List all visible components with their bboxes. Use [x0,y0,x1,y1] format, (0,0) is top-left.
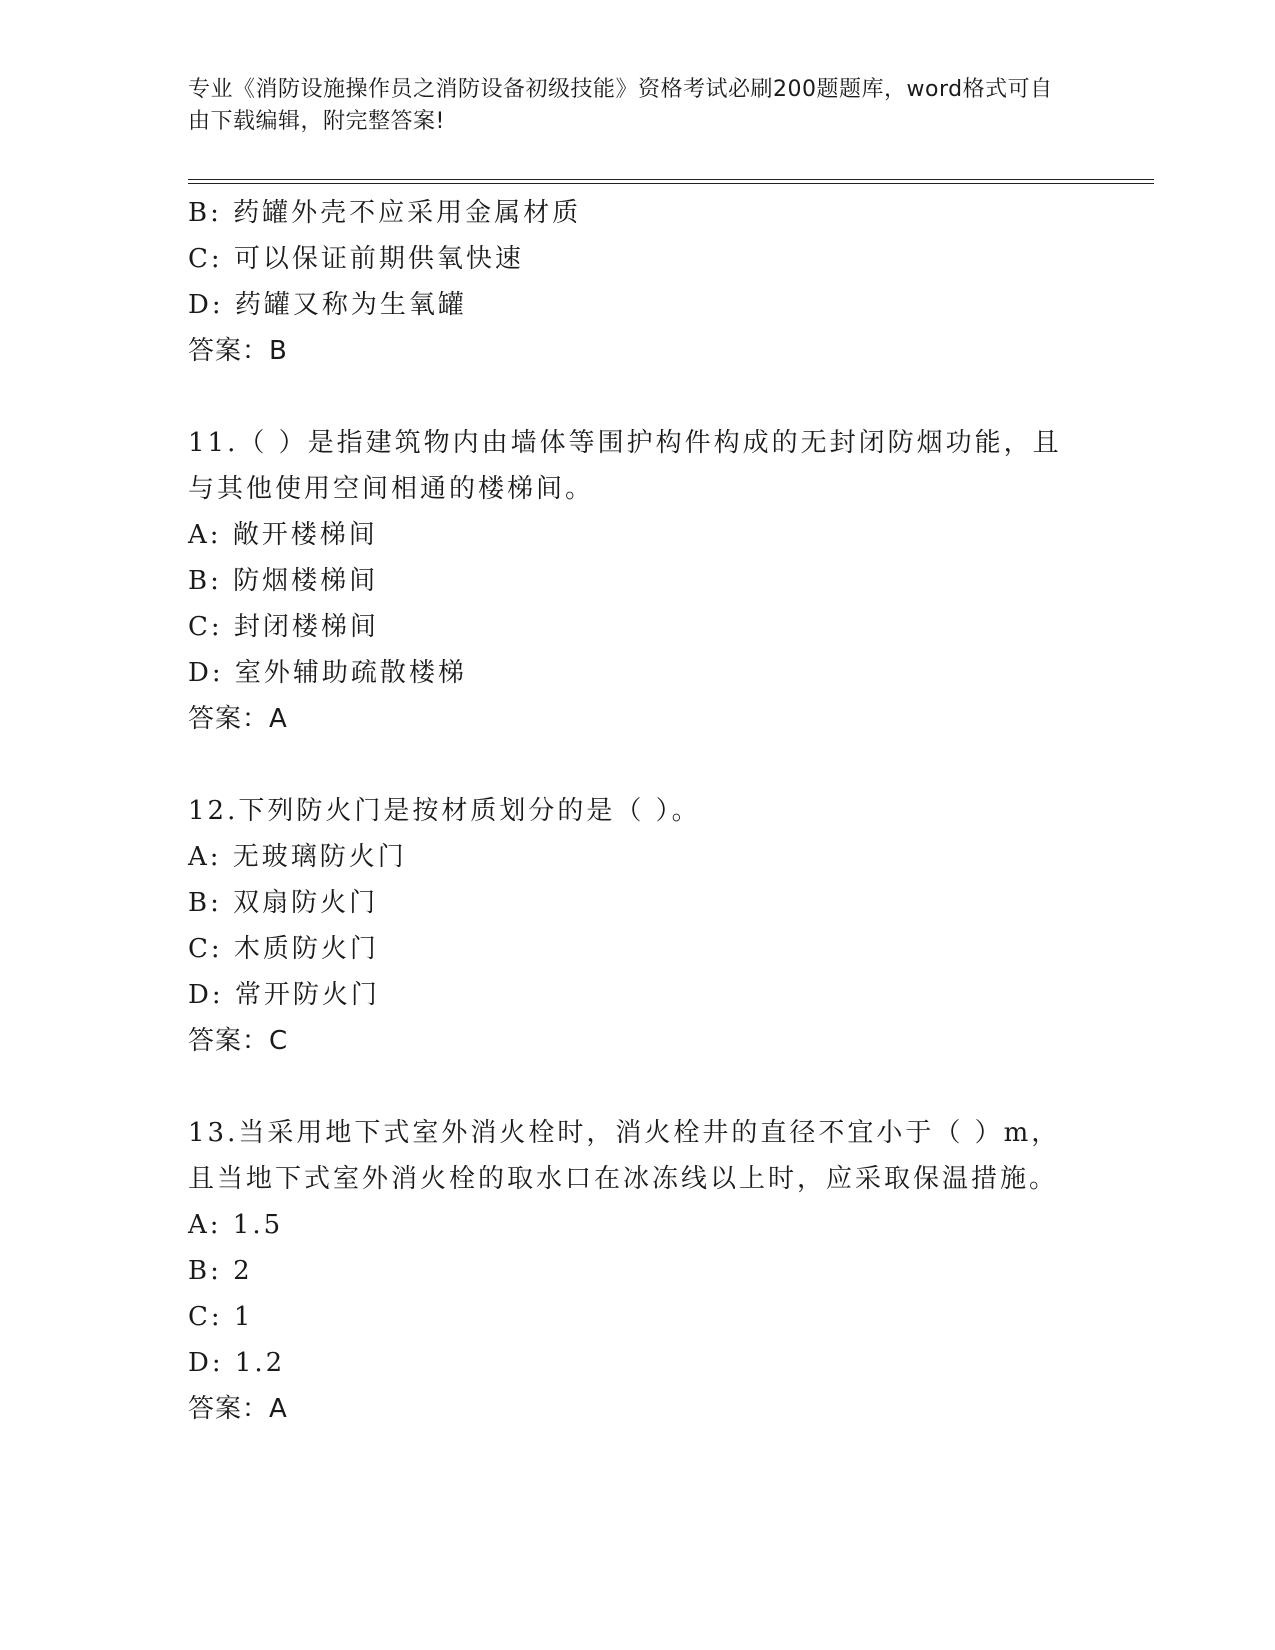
question-spacer [188,742,1088,788]
question-stem-line: 与其他使用空间相通的楼梯间。 [188,474,595,504]
option-a: A: 敞开楼梯间 [188,520,378,550]
question-11 [188,420,1088,742]
answer-line: 答案：B [188,336,288,366]
option-b: B: 2 [188,1256,253,1286]
document-header-title: 专业《消防设施操作员之消防设备初级技能》资格考试必刷200题题库，word格式可自由下载编辑，附完整答案! [188,77,1053,134]
question-stem-line: 11.（ ）是指建筑物内由墙体等围护构件构成的无封闭防烟功能，且 [188,428,1062,458]
question-stem-line: 且当地下式室外消火栓的取水口在冰冻线以上时，应采取保温措施。 [188,1164,1059,1194]
question-12 [188,788,1088,1064]
header-divider-bottom [188,183,1154,184]
question-10-continued [188,190,1088,374]
option-d: D: 药罐又称为生氧罐 [188,290,467,320]
option-d: D: 1.2 [188,1348,286,1378]
question-stem-line: 12.下列防火门是按材质划分的是（ ）。 [188,796,701,826]
question-stem-line: 13.当采用地下式室外消火栓时，消火栓井的直径不宜小于（ ）m， [188,1118,1061,1148]
option-d: D: 室外辅助疏散楼梯 [188,658,467,688]
option-c: C: 封闭楼梯间 [188,612,379,642]
answer-line: 答案：A [188,704,288,734]
answer-line: 答案：C [188,1026,289,1056]
option-b: B: 双扇防火门 [188,888,379,918]
header-divider-top [188,179,1154,180]
option-a: A: 无玻璃防火门 [188,842,407,872]
question-spacer [188,374,1088,420]
option-c: C: 可以保证前期供氧快速 [188,244,524,274]
option-c: C: 1 [188,1302,254,1332]
option-b: B: 防烟楼梯间 [188,566,379,596]
question-13 [188,1110,1088,1432]
question-spacer [188,1064,1088,1110]
option-d: D: 常开防火门 [188,980,380,1010]
question-content [188,190,1088,1432]
answer-line: 答案：A [188,1394,288,1424]
option-a: A: 1.5 [188,1210,284,1240]
option-c: C: 木质防火门 [188,934,379,964]
option-b: B: 药罐外壳不应采用金属材质 [188,198,582,228]
